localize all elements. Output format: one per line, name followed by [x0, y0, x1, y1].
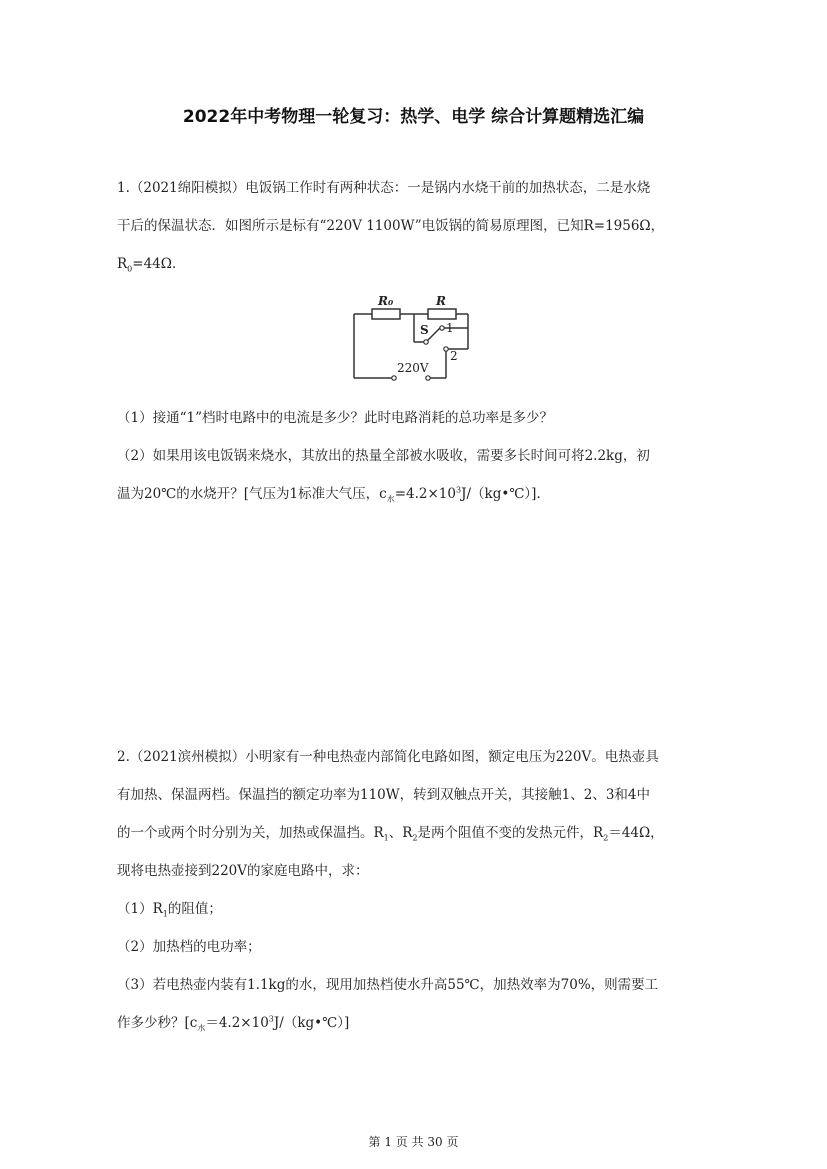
q1-line-1: 1.（2021绵阳模拟）电饭锅工作时有两种状态：一是锅内水烧干前的加热状态，二是水烧 — [117, 180, 651, 196]
q1-line-2: 干后的保温状态．如图所示是标有“220V 1100W”电饭锅的简易原理图，已知R=1956Ω， — [117, 218, 665, 234]
label-s: S — [420, 323, 429, 337]
q2-line-1: 2.（2021滨州模拟）小明家有一种电热壶内部简化电路如图，额定电压为220V。电热壶具 — [117, 749, 659, 765]
q2-line-3-c: 是两个阻值不变的发热元件，R — [417, 825, 604, 841]
q1-sub-2-text-c: J/（kg•℃）]． — [461, 486, 550, 502]
q2-line-3-b: 、R — [388, 825, 413, 841]
q2-sub-3-water-subscript: 水 — [197, 1023, 206, 1033]
q1-sub-2-line-1: （2）如果用该电饭锅来烧水，其放出的热量全部被水吸收，需要多长时间可将2.2kg，初 — [117, 448, 650, 464]
q2-line-4: 现将电热壶接到220V的家庭电路中，求： — [117, 863, 369, 879]
q2-sub-1 — [117, 897, 222, 919]
q2-sub-3-b: ＝4.2×10 — [205, 1015, 269, 1031]
q2-sub-3-exponent: 3 — [268, 1014, 274, 1024]
q1-sub-2-line-2 — [117, 482, 550, 505]
resistor-r0 — [372, 309, 400, 319]
page-title: 2022年中考物理一轮复习：热学、电学 综合计算题精选汇编 — [182, 107, 645, 127]
q2-line-2: 有加热、保温两档。保温挡的额定功率为110W，转到双触点开关，其接触1、2、3和4中 — [117, 787, 650, 803]
q2-line-3 — [117, 821, 664, 843]
q1-sub-2-text-a: 温为20℃的水烧开？[气压为1标准大气压，c — [117, 486, 387, 502]
q1-line-3 — [117, 252, 185, 274]
q2-sub-3-c: J/（kg•℃）] — [273, 1015, 350, 1031]
q1-sub-2-exponent: 3 — [455, 485, 462, 495]
q1-sub-2-text-b: =4.2×10 — [394, 486, 456, 502]
q2-r2-subscript: 2 — [412, 833, 418, 843]
q1-r0-subscript: 0 — [127, 264, 133, 274]
label-contact-1: 1 — [446, 321, 454, 335]
circuit-diagram — [352, 292, 482, 387]
q2-sub-2: （2）加热档的电功率； — [117, 939, 261, 955]
q1-r0-value: =44Ω． — [132, 256, 186, 272]
label-voltage: 220V — [397, 361, 429, 375]
q2-sub-1-subscript: 1 — [162, 909, 168, 919]
q1-sub-1: （1）接通“1”档时电路中的电流是多少？此时电路消耗的总功率是多少？ — [117, 410, 553, 426]
q2-line-3-a: 的一个或两个时分别为关，加热或保温挡。R — [117, 825, 384, 841]
resistor-r — [428, 309, 456, 319]
q2-sub-1-a: （1）R — [117, 901, 163, 917]
label-contact-2: 2 — [450, 349, 458, 363]
q1-sub-2-water-subscript: 水 — [386, 494, 395, 504]
q2-sub-3-line-1: （3）若电热壶内装有1.1kg的水，现用加热档使水升高55℃，加热效率为70%，则需要工 — [117, 977, 659, 993]
label-r: R — [436, 294, 446, 308]
label-r0: R₀ — [378, 294, 394, 308]
q2-sub-3-a: 作多少秒？[c — [117, 1015, 198, 1031]
q2-sub-3-line-2 — [117, 1011, 349, 1034]
q2-sub-1-b: 的阻值； — [167, 901, 222, 917]
q2-r2-subscript-2: 2 — [603, 833, 609, 843]
q2-line-3-d: ＝44Ω， — [608, 825, 664, 841]
page-footer: 第 1 页 共 30 页 — [368, 1135, 459, 1149]
q2-r1-subscript: 1 — [383, 833, 389, 843]
q1-r0-symbol: R — [117, 256, 128, 272]
